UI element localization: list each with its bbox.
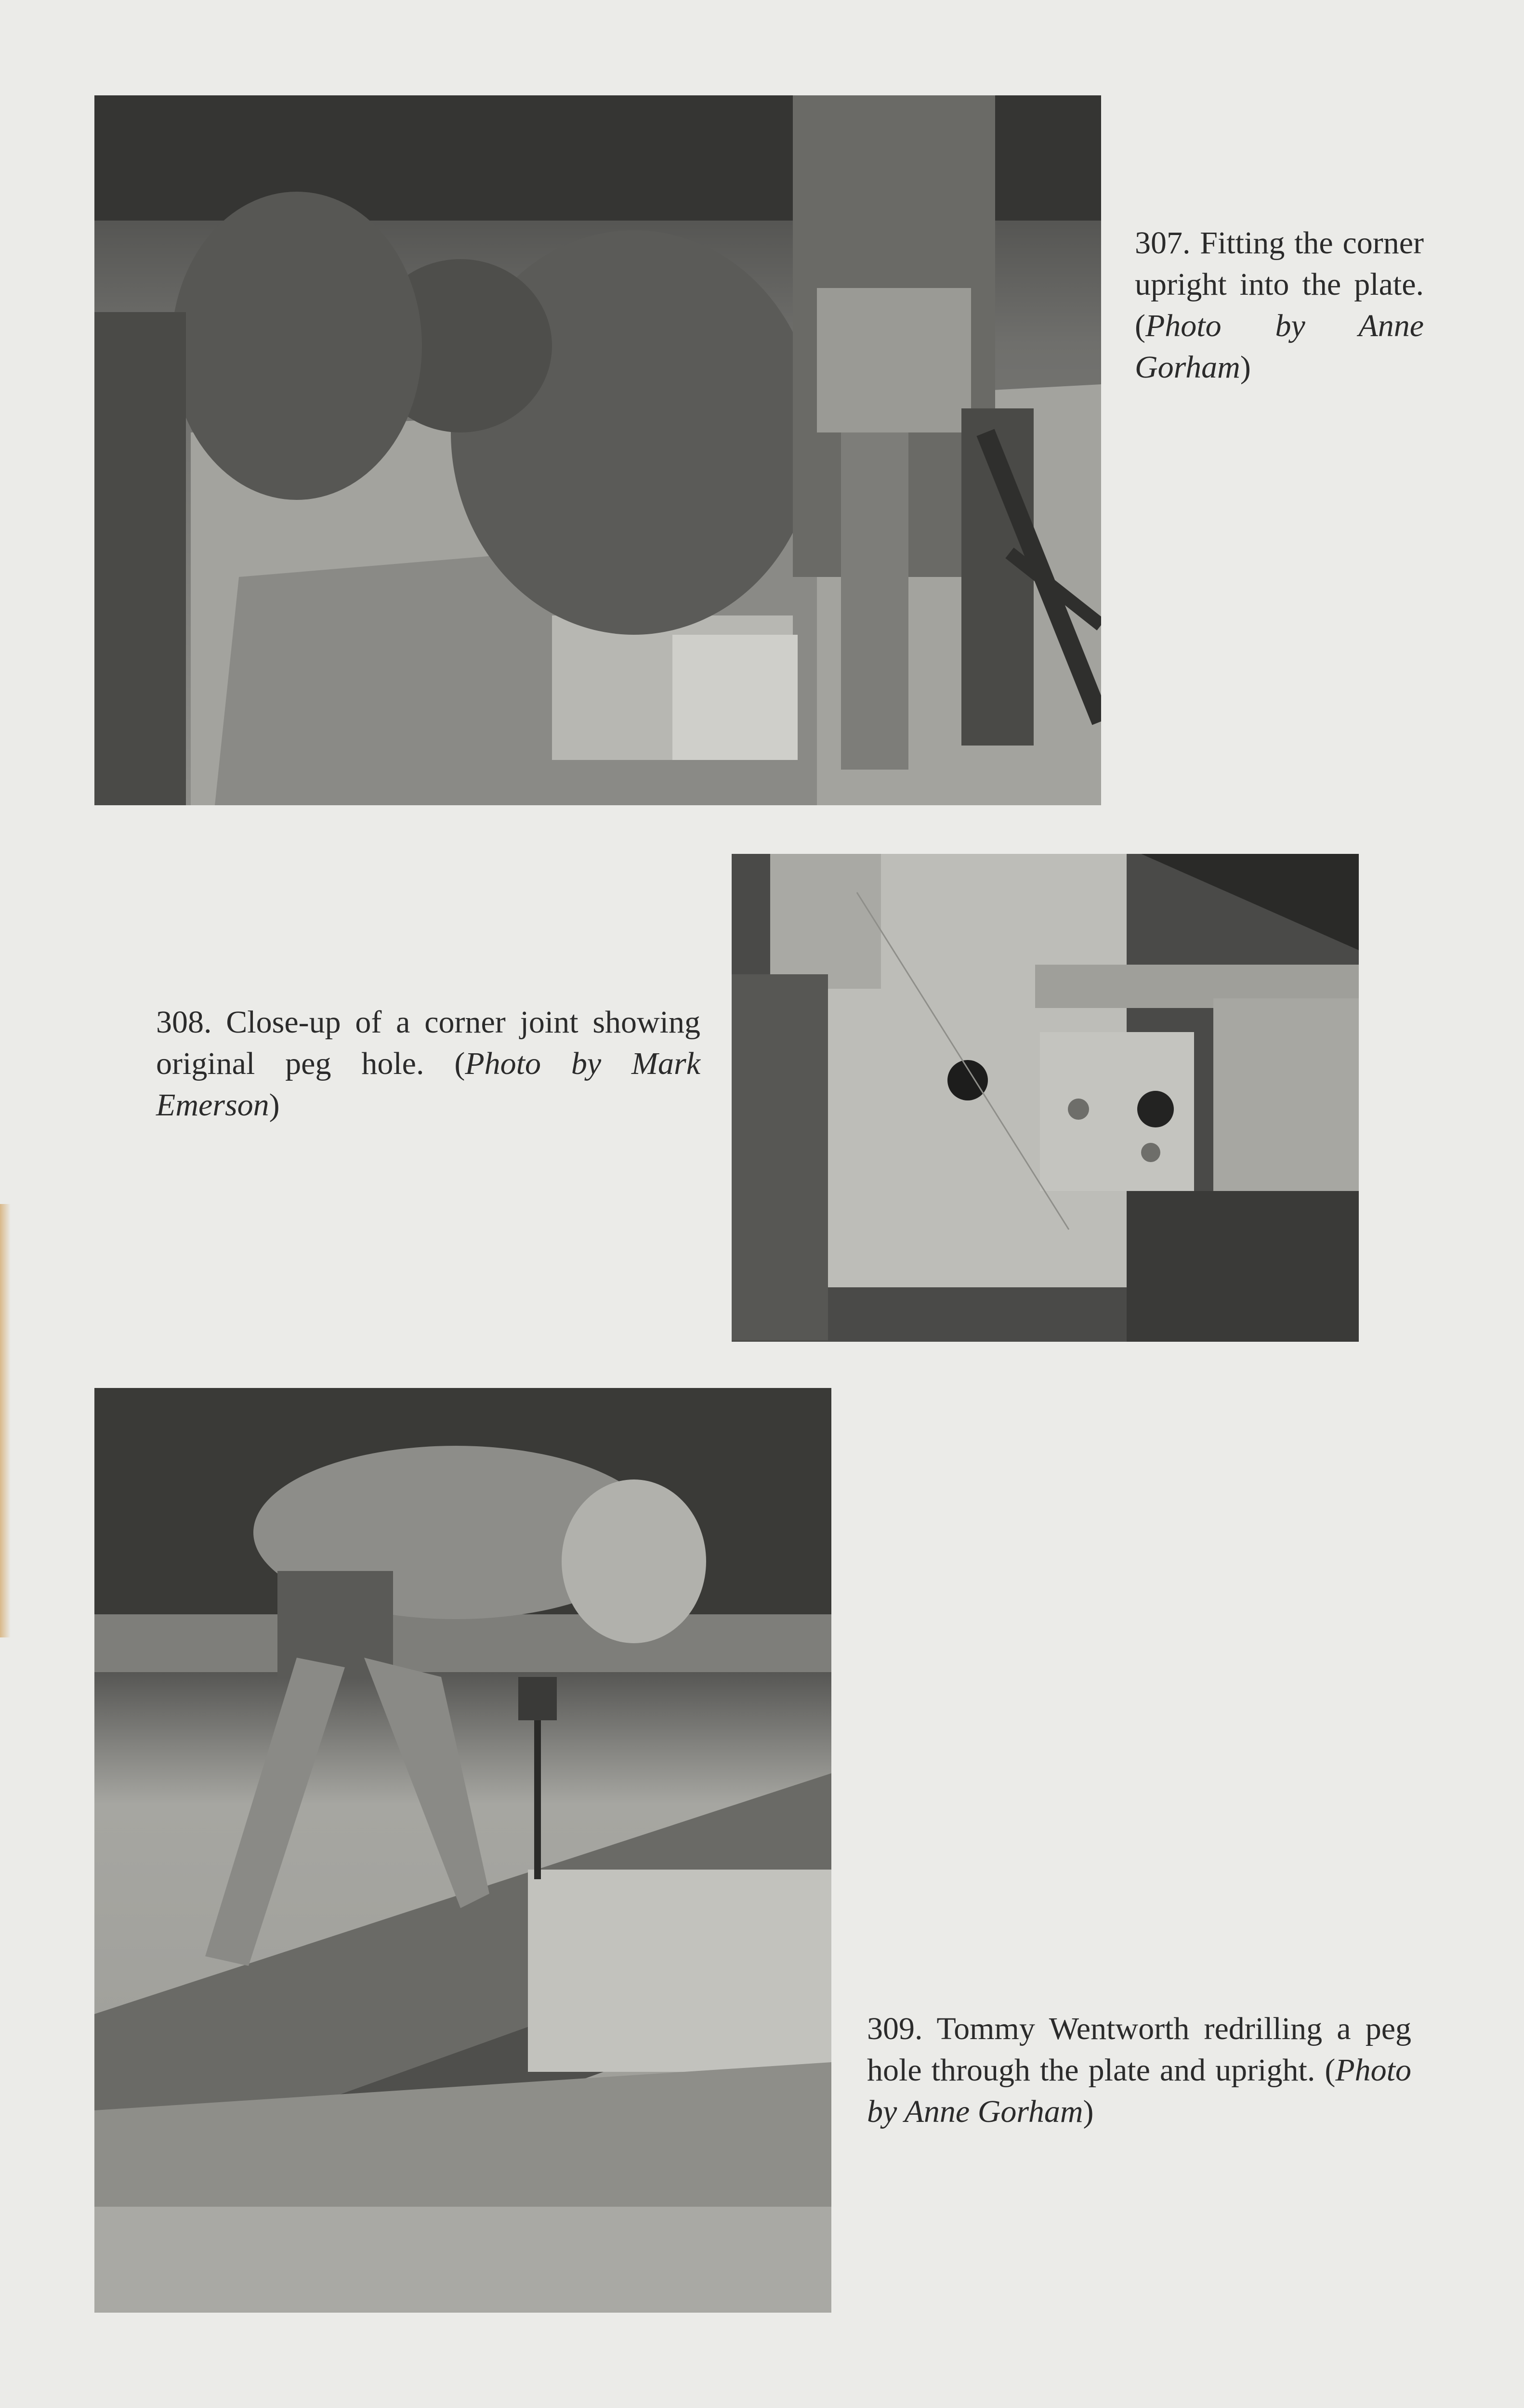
caption-308-text: Close-up of a corner joint showing original peg hole.: [156, 1005, 701, 1081]
caption-309: [867, 2008, 1411, 2133]
page-edge-stain: [0, 1204, 11, 1637]
caption-308-credit-close: ): [269, 1087, 280, 1123]
caption-307-credit-open: (: [1135, 308, 1145, 343]
caption-308-credit-open: (: [454, 1046, 465, 1081]
photo-309-redrilling-peg-hole: [94, 1388, 831, 2313]
caption-307: [1135, 222, 1424, 388]
caption-308: [156, 1002, 700, 1126]
photo-308-corner-joint-closeup: [732, 854, 1359, 1342]
photo-308-image: [732, 854, 1359, 1342]
caption-309-text: Tommy Wentworth redrilling a peg hole through the plate and upright.: [867, 2011, 1411, 2088]
photo-307-image: [94, 95, 1101, 805]
caption-309-credit-open: (: [1325, 2053, 1336, 2088]
caption-308-number: 308.: [156, 1005, 212, 1040]
photo-307-fitting-corner-upright: [94, 95, 1101, 805]
caption-307-credit: Photo by Anne Gorham: [1135, 308, 1424, 385]
caption-309-credit: Photo by Anne Gorham: [867, 2053, 1411, 2129]
photo-309-image: [94, 1388, 831, 2313]
caption-307-number: 307.: [1135, 225, 1191, 261]
caption-307-credit-close: ): [1240, 350, 1251, 385]
caption-308-credit: Photo by Mark Emerson: [156, 1046, 701, 1123]
caption-309-number: 309.: [867, 2011, 923, 2046]
caption-307-text: Fitting the corner upright into the plate.: [1135, 225, 1424, 302]
caption-309-credit-close: ): [1083, 2094, 1094, 2129]
